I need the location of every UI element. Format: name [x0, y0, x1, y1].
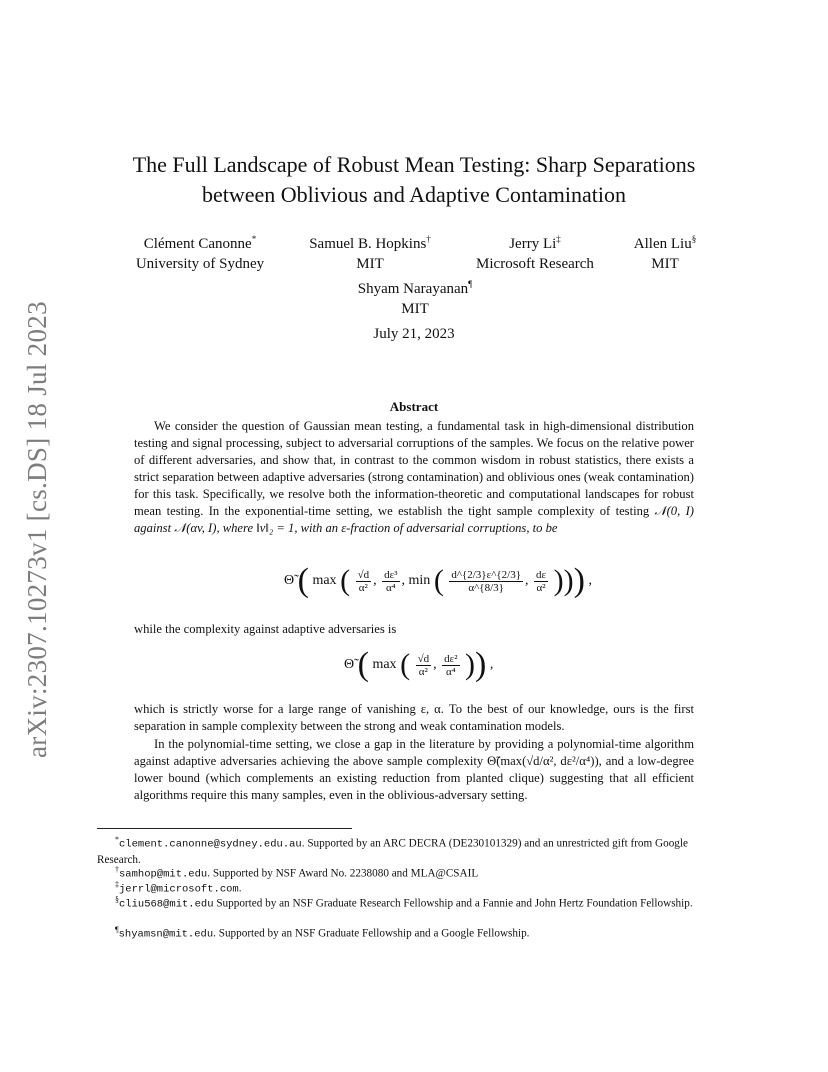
eq-theta: Θ̃: [284, 573, 295, 589]
author-affiliation: MIT: [401, 301, 429, 317]
footnote-email[interactable]: shyamsn@mit.edu: [118, 928, 214, 941]
eq-fraction: $\frac{\text{dε³}}{\text{α⁴}}$: [384, 568, 398, 594]
footnote-mark: ‡: [556, 234, 561, 244]
footnote-text: .: [238, 882, 242, 895]
eq-fraction: $\frac{d\^{}\{2/3\}\varepsilon\^{}\{2/3\}}{\alpha\^{}\{8/3\}}$: [451, 568, 521, 594]
author-name: Shyam Narayanan: [357, 281, 469, 297]
footnote-text: . Supported by an ARC DECRA (DE230101329) and an unrestricted gift from Google Research.: [97, 837, 688, 866]
author-block: [465, 229, 605, 274]
abstract-paragraph-3: which is strictly worse for a large range of vanishing ε, α. To the best of our knowledge, ours is the first separation in sample complexity between the strong and weak contamination models.: [134, 702, 694, 733]
footnote-mark: †: [115, 865, 119, 874]
author-name: Samuel B. Hopkins: [309, 236, 427, 252]
footnote-text: Supported by an NSF Graduate Research Fellowship and a Fannie and John Hertz Foundation Fellowship.: [213, 897, 693, 910]
abstract-paragraph-4: In the polynomial-time setting, we close a gap in the literature by providing a polynomial-time algorithm against adaptive adversaries achieving the above sample complexity Θ̃(max(√d/α², dε²/α⁴)), and a low-degree lower bound (which complements an existing reduction from planted clique) suggesting that all efficient algorithms require this many samples, even in the oblivious-adversary setting.: [134, 737, 694, 802]
footnote-mark: *: [115, 835, 119, 844]
eq-trailing-comma: ,: [489, 657, 494, 673]
author-name: Jerry Li: [509, 236, 557, 252]
footnote-mark: *: [251, 234, 257, 244]
abstract-paragraph-2: while the complexity against adaptive adversaries is: [134, 622, 397, 636]
author-affiliation: MIT: [356, 256, 384, 272]
eq-fraction: $\frac{\text{dε²}}{\text{α⁴}}$: [444, 652, 458, 678]
paper-date: July 21, 2023: [373, 326, 455, 342]
eq-max: max: [372, 657, 397, 673]
eq-fraction: $\frac{√d}{\text{α²}}$: [417, 652, 430, 678]
author-block: [130, 229, 270, 274]
footnote-text: . Supported by an NSF Graduate Fellowship and a Google Fellowship.: [213, 927, 530, 940]
author-block: [620, 229, 710, 274]
footnote-email[interactable]: clement.canonne@sydney.edu.au: [119, 838, 302, 851]
footnote-email[interactable]: jerrl@microsoft.com: [119, 883, 239, 896]
eq-fraction: $\frac{d\varepsilon}{\text{α²}}$: [536, 568, 547, 594]
author-name: Allen Liu: [633, 236, 692, 252]
footnote-mark: ‡: [115, 880, 119, 889]
author-block: [300, 229, 440, 274]
equation-oblivious: Θ̃ ( max ( $\frac{√d}{\text{α²}}$ , $\frac{\text{dε³}}{\text{α⁴}}$ , min ( $\frac{d\^{}\{2/3\}\varepsilon\^{}\{2/3\}}{\alpha\^{}\{8/3\}}$ , $\frac{d\varepsilon}{\text{α²}}$ ))) ,: [284, 562, 592, 599]
footnote-email[interactable]: cliu568@mit.edu: [119, 898, 214, 911]
equation-adaptive: Θ̃ ( max ( $\frac{√d}{\text{α²}}$ , $\frac{\text{dε²}}{\text{α⁴}}$ )) ,: [344, 646, 494, 683]
footnote-mark: ¶: [115, 925, 119, 934]
footnote-email[interactable]: samhop@mit.edu: [119, 868, 208, 881]
title-line-1: The Full Landscape of Robust Mean Testing: Sharp Separations: [132, 152, 696, 177]
eq-fraction: $\frac{√d}{\text{α²}}$: [357, 568, 370, 594]
author-affiliation: MIT: [651, 256, 679, 272]
abstract-math: 𝒩(0, I) against 𝒩(αv, I), where ‖v‖₂ = 1, with an ε-fraction of adversarial corruptions, to be: [134, 504, 694, 535]
author-name: Clément Canonne: [143, 236, 252, 252]
title-line-2: between Oblivious and Adaptive Contamination: [201, 182, 627, 207]
footnote-mark: ¶: [468, 279, 473, 289]
eq-max: max: [312, 573, 337, 589]
author-affiliation: University of Sydney: [135, 256, 265, 272]
footnote-mark: §: [115, 895, 119, 904]
eq-min: min: [408, 573, 431, 589]
footnote: [97, 922, 733, 943]
eq-trailing-comma: ,: [588, 573, 592, 589]
paper-title: [0, 150, 828, 210]
abstract-paragraph-1: [134, 418, 694, 537]
footnote-mark: †: [426, 234, 431, 244]
author-affiliation: Microsoft Research: [476, 256, 594, 272]
author-block: [340, 274, 490, 319]
footnote-rule: [97, 828, 352, 829]
eq-theta: Θ̃: [344, 657, 355, 673]
footnote-mark: §: [691, 234, 697, 244]
footnote: [97, 892, 733, 913]
arxiv-identifier: arXiv:2307.10273v1 [cs.DS] 18 Jul 2023: [22, 301, 52, 758]
abstract-text: We consider the question of Gaussian mean testing, a fundamental task in high-dimensional distribution testing and signal processing, subject to adversarial corruptions of the samples. We focus on the relative power of different adversaries, and show that, in contrast to the common wisdom in robust statistics, there exists a strict separation between adaptive adversaries (strong contamination) and oblivious ones (weak contamination) for this task. Specifically, we resolve both the information-theoretic and computational landscapes for robust mean testing. In the exponential-time setting, we establish the tight sample complexity of testing: [134, 419, 694, 518]
abstract-heading: Abstract: [389, 399, 439, 414]
footnote-text: . Supported by NSF Award No. 2238080 and MLA@CSAIL: [207, 867, 479, 880]
